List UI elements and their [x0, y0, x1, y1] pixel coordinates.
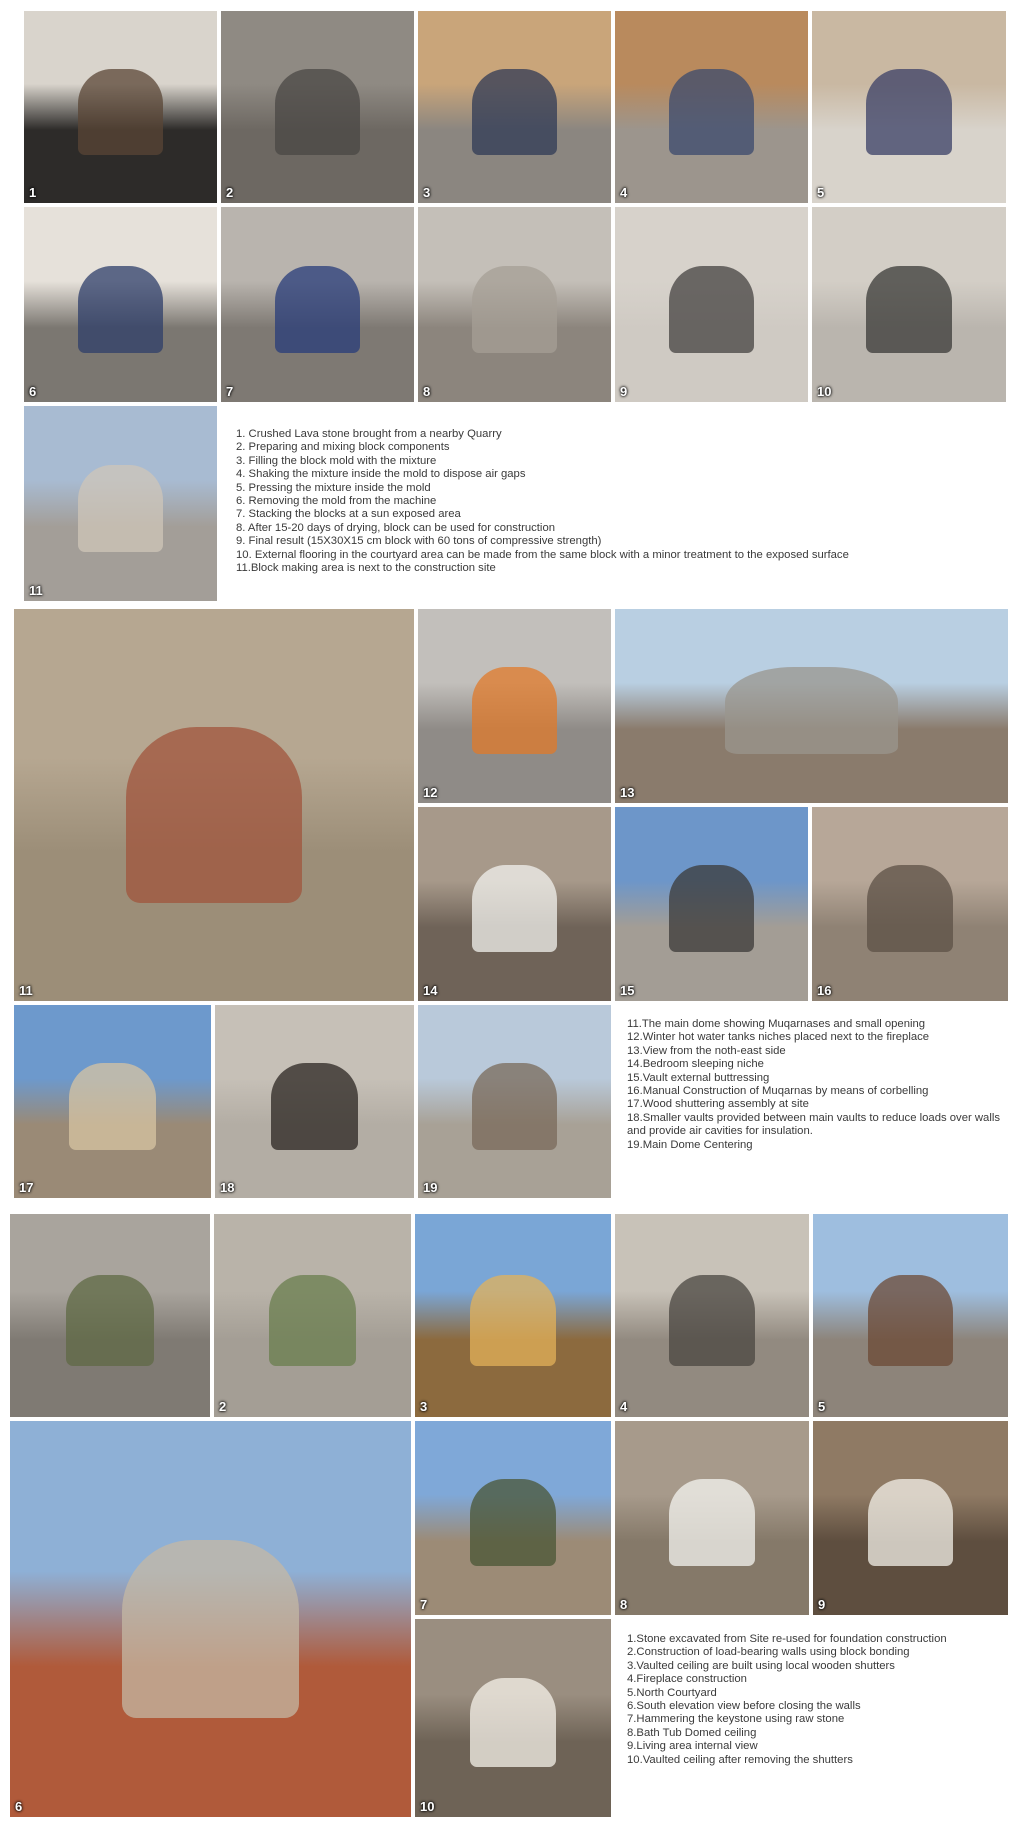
photo-2	[221, 11, 414, 203]
vault-buttressing-photo	[615, 807, 808, 1001]
photo-number-label: 8	[423, 384, 431, 399]
worker-pressing-mold-photo	[812, 11, 1006, 203]
photo-3-3	[415, 1214, 611, 1417]
photo-2-16	[812, 807, 1008, 1001]
photo-number-label: 3	[420, 1399, 428, 1414]
photo-number-label: 7	[226, 384, 234, 399]
photo-subject-shape	[122, 1540, 298, 1718]
caption-item: 4.Fireplace construction	[627, 1673, 747, 1686]
wood-shuttering-photo	[14, 1005, 211, 1198]
photo-subject-shape	[269, 1275, 356, 1366]
photo-number-label: 2	[226, 185, 234, 200]
photo-subject-shape	[669, 1275, 754, 1366]
caption-item: 1. Crushed Lava stone brought from a nearby Quarry	[236, 428, 502, 440]
bedroom-niche-photo	[418, 807, 611, 1001]
photo-number-label: 16	[817, 983, 832, 998]
photo-2-14	[418, 807, 611, 1001]
photo-number-label: 11	[19, 983, 33, 998]
photo-3-9	[813, 1421, 1008, 1615]
photo-subject-shape	[866, 266, 951, 354]
final-blocks-photo	[615, 207, 808, 402]
photo-subject-shape	[470, 1678, 556, 1767]
photo-subject-shape	[867, 865, 953, 952]
photo-subject-shape	[472, 1063, 557, 1150]
photo-number-label: 19	[423, 1180, 438, 1195]
north-east-view-photo	[615, 609, 1008, 803]
photo-subject-shape	[66, 1275, 154, 1366]
caption-item: 18.Smaller vaults provided between main vaults to reduce loads over walls and provide air cavities for insulation.	[627, 1111, 1000, 1138]
caption-item: 19.Main Dome Centering	[627, 1138, 753, 1151]
photo-7	[221, 207, 414, 402]
caption-item: 8. After 15-20 days of drying, block can be used for construction	[236, 521, 556, 534]
photo-number-label: 2	[219, 1399, 227, 1414]
caption-item: 12.Winter hot water tanks niches placed next to the fireplace	[627, 1031, 930, 1044]
photo-number-label: 15	[620, 983, 635, 998]
caption-item: 1.Stone excavated from Site re-used for foundation construction	[627, 1633, 947, 1645]
photo-number-label: 10	[420, 1799, 435, 1814]
vault-shutters-photo	[415, 1214, 611, 1417]
photo-subject-shape	[669, 266, 754, 354]
photo-subject-shape	[725, 667, 898, 754]
photo-number-label: 17	[19, 1180, 34, 1195]
caption-list-house-construction	[627, 1633, 1017, 1767]
photo-2-17	[14, 1005, 211, 1198]
caption-item: 11.The main dome showing Muqarnases and small opening	[627, 1018, 926, 1030]
photo-subject-shape	[472, 266, 557, 354]
photo-subject-shape	[669, 1479, 754, 1566]
photo-1	[24, 11, 217, 203]
photo-3-8	[615, 1421, 809, 1615]
photo-subject-shape	[69, 1063, 156, 1150]
caption-item: 10.Vaulted ceiling after removing the shutters	[627, 1753, 853, 1766]
removing-mold-photo	[24, 207, 217, 402]
photo-number-label: 13	[620, 785, 635, 800]
caption-list-block-making	[236, 428, 1016, 575]
main-dome-photo	[14, 609, 414, 1001]
caption-item: 6. Removing the mold from the machine	[236, 495, 437, 508]
photo-number-label: 4	[620, 1399, 628, 1414]
photo-subject-shape	[472, 69, 557, 155]
photo-number-label: 1	[29, 185, 37, 200]
caption-item: 9.Living area internal view	[627, 1740, 758, 1753]
caption-item: 5.North Courtyard	[627, 1686, 717, 1699]
caption-item: 9. Final result (15X30X15 cm block with 60 tons of compressive strength)	[236, 535, 602, 548]
photo-number-label: 6	[29, 384, 37, 399]
photo-subject-shape	[78, 266, 163, 354]
photo-number-label: 7	[420, 1597, 428, 1612]
photo-subject-shape	[669, 865, 754, 952]
caption-item: 5. Pressing the mixture inside the mold	[236, 481, 431, 494]
photo-number-label: 14	[423, 983, 438, 998]
photo-3	[418, 11, 611, 203]
photo-11	[24, 406, 217, 601]
photo-2-18	[215, 1005, 414, 1198]
photo-subject-shape	[669, 69, 754, 155]
photo-number-label: 6	[15, 1799, 23, 1814]
caption-item: 13.View from the noth-east side	[627, 1044, 786, 1057]
photo-3-2	[214, 1214, 411, 1417]
caption-item: 2. Preparing and mixing block components	[236, 441, 450, 454]
stacking-blocks-photo	[221, 207, 414, 402]
photo-number-label: 9	[620, 384, 628, 399]
caption-item: 10. External flooring in the courtyard area can be made from the same block with a minor treatment to the exposed surface	[236, 548, 849, 561]
photo-subject-shape	[78, 465, 163, 553]
photo-subject-shape	[78, 69, 163, 155]
caption-list-dome-construction	[627, 1018, 1007, 1152]
photo-2-19	[418, 1005, 611, 1198]
photo-3-4	[615, 1214, 809, 1417]
lava-quarry-photo	[24, 11, 217, 203]
smaller-vault-photo	[215, 1005, 414, 1198]
photo-2-12	[418, 609, 611, 803]
caption-item: 7. Stacking the blocks at a sun exposed area	[236, 508, 461, 521]
bath-dome-photo	[615, 1421, 809, 1615]
caption-item: 3. Filling the block mold with the mixture	[236, 454, 437, 467]
photo-6	[24, 207, 217, 402]
caption-item: 11.Block making area is next to the construction site	[236, 562, 496, 575]
photo-3-6	[10, 1421, 411, 1817]
photo-subject-shape	[472, 667, 557, 754]
caption-item: 3.Vaulted ceiling are built using local wooden shutters	[627, 1659, 895, 1672]
photo-8	[418, 207, 611, 402]
photo-4	[615, 11, 808, 203]
photo-subject-shape	[868, 1275, 954, 1366]
vaulted-ceiling-photo	[415, 1619, 611, 1817]
caption-item: 6.South elevation view before closing the walls	[627, 1700, 861, 1713]
photo-subject-shape	[275, 266, 360, 354]
caption-item: 16.Manual Construction of Muqarnas by means of corbelling	[627, 1085, 929, 1098]
caption-item: 4. Shaking the mixture inside the mold to dispose air gaps	[236, 468, 526, 481]
block-making-area-photo	[24, 406, 217, 601]
photo-10	[812, 207, 1006, 402]
photo-number-label: 3	[423, 185, 431, 200]
muqarnas-corbelling-photo	[812, 807, 1008, 1001]
photo-subject-shape	[472, 865, 557, 952]
photo-number-label: 5	[818, 1399, 826, 1414]
photo-subject-shape	[275, 69, 360, 155]
hammering-keystone-photo	[415, 1421, 611, 1615]
living-area-photo	[813, 1421, 1008, 1615]
photo-3-1	[10, 1214, 210, 1417]
caption-item: 2.Construction of load-bearing walls using block bonding	[627, 1646, 910, 1659]
photo-subject-shape	[866, 69, 951, 155]
photo-5	[812, 11, 1006, 203]
caption-item: 7.Hammering the keystone using raw stone	[627, 1713, 845, 1726]
load-bearing-walls-photo	[214, 1214, 411, 1417]
photo-subject-shape	[868, 1479, 954, 1566]
photo-number-label: 4	[620, 185, 628, 200]
workers-shaking-mold-photo	[615, 11, 808, 203]
photo-number-label: 5	[817, 185, 825, 200]
photo-3-10	[415, 1619, 611, 1817]
photo-number-label: 12	[423, 785, 438, 800]
photo-number-label: 10	[817, 384, 832, 399]
caption-item: 15.Vault external buttressing	[627, 1071, 770, 1084]
photo-subject-shape	[470, 1275, 556, 1366]
photo-number-label: 18	[220, 1180, 235, 1195]
photo-2-13	[615, 609, 1008, 803]
photo-number-label: 9	[818, 1597, 826, 1612]
gravel-pile-photo	[221, 11, 414, 203]
dome-centering-photo	[418, 1005, 611, 1198]
photo-2-15	[615, 807, 808, 1001]
workers-filling-mold-photo	[418, 11, 611, 203]
south-elevation-photo	[10, 1421, 411, 1817]
flooring-block-photo	[812, 207, 1006, 402]
drying-blocks-photo	[418, 207, 611, 402]
fireplace-niches-photo	[418, 609, 611, 803]
fireplace-construction-photo	[615, 1214, 809, 1417]
caption-item: 14.Bedroom sleeping niche	[627, 1058, 764, 1071]
photo-3-5	[813, 1214, 1008, 1417]
photo-9	[615, 207, 808, 402]
photo-number-label: 11	[29, 583, 43, 598]
photo-subject-shape	[271, 1063, 359, 1150]
photo-number-label: 8	[620, 1597, 628, 1612]
north-courtyard-photo	[813, 1214, 1008, 1417]
caption-item: 17.Wood shuttering assembly at site	[627, 1098, 809, 1111]
photo-3-7	[415, 1421, 611, 1615]
caption-item: 8.Bath Tub Domed ceiling	[627, 1726, 757, 1739]
photo-subject-shape	[126, 727, 302, 903]
foundation-stones-photo	[10, 1214, 210, 1417]
photo-2-11	[14, 609, 414, 1001]
photo-subject-shape	[470, 1479, 556, 1566]
